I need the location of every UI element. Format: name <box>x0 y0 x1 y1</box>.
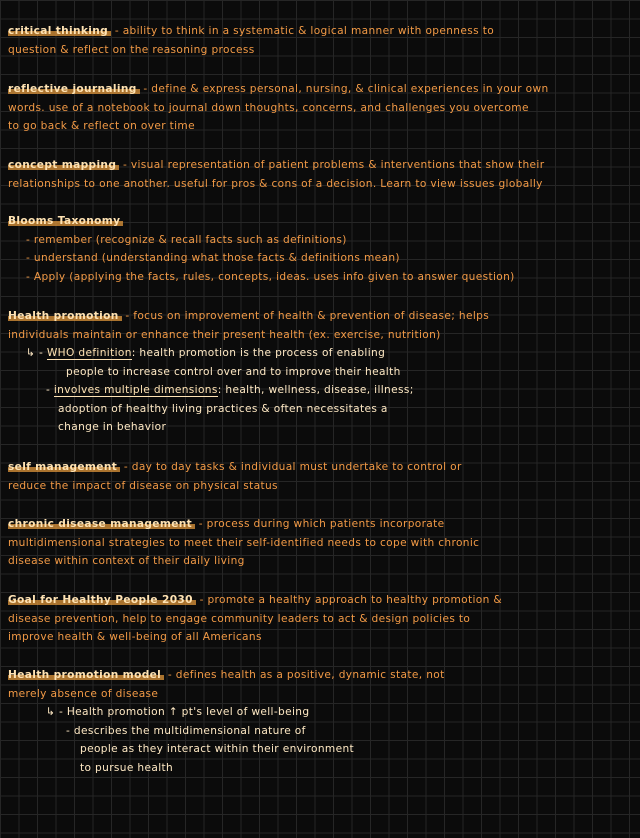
note-blooms-taxonomy <box>8 212 632 286</box>
note-reflective-journaling: reflective journaling - define & express personal, nursing, & clinical experiences in your own words. use of a notebook to journal down thoughts, concerns, and challenges you overcome to go back & reflect on over time <box>8 80 632 136</box>
term-healthy-people-2030: Goal for Healthy People 2030 <box>8 594 196 606</box>
term-critical-thinking: critical thinking <box>8 25 111 37</box>
term-concept-mapping: concept mapping <box>8 159 119 171</box>
arrow-icon: ↳ - <box>26 347 47 359</box>
list-item: - remember (recognize & recall facts such as definitions) <box>26 233 347 246</box>
note-concept-mapping: concept mapping - visual representation of patient problems & interventions that show their relationships to one another. useful for pros & cons of a decision. Learn to view issues globally <box>8 156 632 193</box>
term-reflective-journaling: reflective journaling <box>8 83 140 95</box>
list-item: - understand (understanding what those facts & definitions mean) <box>26 252 400 264</box>
note-health-promotion: Health promotion - focus on improvement of health & prevention of disease; helps individuals maintain or enhance their present health (ex. exercise, nutrition) ↳ - WHO definition: health promotion is the process of enabling people to increase control over and to improve their health - involves multiple dimensions: health, wellness, disease, illness; adoption of healthy living practices & often necessitates a change in behavior <box>8 307 632 437</box>
note-chronic-disease-management: chronic disease management - process during which patients incorporate multidimensional strategies to meet their self-identified needs to cope with chronic disease within context of their daily living <box>8 515 632 571</box>
note-healthy-people-2030: Goal for Healthy People 2030 - promote a healthy approach to healthy promotion & disease prevention, help to engage community leaders to act & design policies to improve health & well-being of all Americans <box>8 591 632 647</box>
note-health-promotion-model: Health promotion model - defines health as a positive, dynamic state, not merely absence of disease ↳ - Health promotion ↑ pt's level of well-being - describes the multidimensional nature of people as they interact within their environment to pursue health <box>8 666 632 777</box>
term-self-management: self management <box>8 461 120 473</box>
term-health-promotion-model: Health promotion model <box>8 669 164 681</box>
note-self-management: self management - day to day tasks & individual must undertake to control or reduce the impact of disease on physical status <box>8 458 632 495</box>
list-item: - Apply (applying the facts, rules, concepts, ideas. uses info given to answer question) <box>26 270 515 283</box>
who-definition-label: WHO definition <box>46 347 132 359</box>
term-blooms-taxonomy: Blooms Taxonomy <box>8 215 123 227</box>
term-chronic-disease-management: chronic disease management <box>8 518 195 530</box>
term-health-promotion: Health promotion <box>8 310 122 322</box>
note-critical-thinking: critical thinking - ability to think in a systematic & logical manner with openness to question & reflect on the reasoning process <box>8 22 632 59</box>
dimensions-label: involves multiple dimensions <box>53 384 218 396</box>
